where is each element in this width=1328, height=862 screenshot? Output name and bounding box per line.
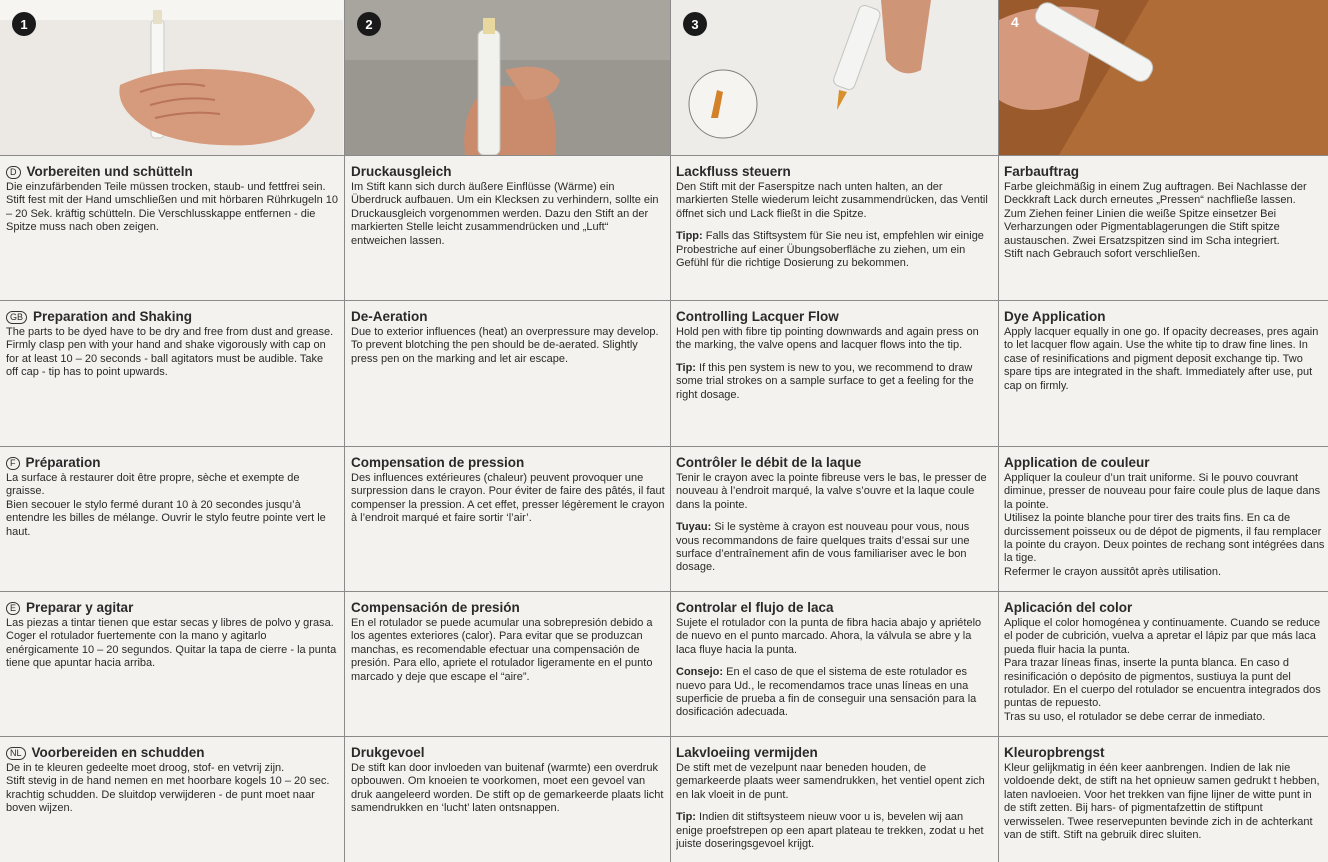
cell-e-step-3 <box>676 600 992 734</box>
cell-body: The parts to be dyed have to be dry and free from dust and grease. Firmly clasp pen with your hand and shake vigorously with cap on for at least 10 – 20 seconds - ball agitators must be audible. Take off cap - tip has to point upwards. <box>6 326 334 379</box>
cell-title: Preparation and Shaking <box>33 309 193 324</box>
cell-f-step-4 <box>1004 455 1326 589</box>
language-badge: NL <box>6 747 26 760</box>
language-badge: GB <box>6 311 27 324</box>
cell-title: Kleuropbrengst <box>1004 745 1105 760</box>
cell-body: Des influences extérieures (chaleur) peuvent provoquer une surpression dans le crayon. Pour éviter de faire des pâtés, il faut compenser la pression. A cet effet, presser légèrement le crayon à l’endroit marqué et faire sortir ‘l’air’. <box>351 472 665 525</box>
cell-de-step-1 <box>6 164 338 298</box>
cell-body: Hold pen with fibre tip pointing downwards and again press on the marking, the valve opens and lacquer flows into the tip. <box>676 326 979 352</box>
press-pen-image <box>345 0 670 155</box>
step-2-photo <box>345 0 670 155</box>
row-divider <box>0 591 1328 592</box>
tip-text: Si le système à crayon est nouveau pour vous, nous vous recommandons de faire quelques traits d’essai sur une surface d’entraînement afin de vous familiariser avec le bon dosage. <box>676 521 970 574</box>
cell-title: Dye Application <box>1004 309 1106 324</box>
cell-body: Kleur gelijkmatig in één keer aanbrengen. Indien de lak nie voldoende dekt, de stift na het opnieuw samen gedrukt t hebben, laten navloeien. Voor het trekken van fijne lijner de witte punt in de stift zetten. Bij hars- of pigmentafzettin de stiftpunt verwisselen. Twee reservepunten bevinde zich in de achterkant van de stift. Stift na gebruik direc sluiten. <box>1004 762 1320 842</box>
cell-de-step-3 <box>676 164 992 298</box>
cell-e-step-2 <box>351 600 665 734</box>
step-number: 2 <box>357 12 381 36</box>
shake-pen-image <box>0 0 343 155</box>
language-badge: F <box>6 457 20 470</box>
cell-title: Vorbereiten und schütteln <box>26 164 193 179</box>
cell-title: Lakvloeiing vermijden <box>676 745 818 760</box>
cell-f-step-1 <box>6 455 338 589</box>
row-divider <box>0 446 1328 447</box>
step-4-photo <box>999 0 1328 155</box>
cell-title: Drukgevoel <box>351 745 425 760</box>
step-1-photo <box>0 0 343 155</box>
cell-de-step-2 <box>351 164 665 298</box>
cell-title: Controlar el flujo de laca <box>676 600 834 615</box>
cell-f-step-3 <box>676 455 992 589</box>
cell-body: Due to exterior influences (heat) an overpressure may develop. To prevent blotching the pen should be de-aerated. Slightly press pen on the marking and let air escape. <box>351 326 659 365</box>
cell-title: Aplicación del color <box>1004 600 1133 615</box>
cell-body: Appliquer la couleur d’un trait uniforme. Si le pouvo couvrant diminue, presser de nouveau pour faire coule plus de laque dans la pointe. Utilisez la pointe blanche pour tirer des traits fins. En ca de durcissement poisseux ou de dépot de pigments, il fau remplacer la pointe du crayon. Deux pointes de rechang sont intégrées dans la tige. Refermer le crayon aussitôt après utilisation. <box>1004 472 1325 578</box>
cell-title: Lackfluss steuern <box>676 164 791 179</box>
cell-e-step-4 <box>1004 600 1326 734</box>
step-number: 3 <box>683 12 707 36</box>
cell-body: Las piezas a tintar tienen que estar secas y libres de polvo y grasa. Coger el rotulador fuertemente con la mano y agitarlo enérgicamente 10 – 20 segundos. Quitar la tapa de cierre - la punta tiene que apuntar hacia arriba. <box>6 617 337 670</box>
cell-de-step-4 <box>1004 164 1326 298</box>
tip-label: Tuyau: <box>676 521 712 534</box>
cell-e-step-1 <box>6 600 338 734</box>
cell-f-step-2 <box>351 455 665 589</box>
cell-body: De stift kan door invloeden van buitenaf (warmte) een overdruk opbouwen. Om knoeien te voorkomen, moet een gevoel van druk aangeleerd worden. De stift op de gemarkeerde plaats licht samendrukken en ‘lucht’ laten ontsnappen. <box>351 762 664 815</box>
cell-nl-step-2 <box>351 745 665 861</box>
cell-body: Apply lacquer equally in one go. If opacity decreases, pres again to let lacquer flow again. Use the white tip to draw fine lines. In case of resinifications and pigment deposit exchange tip. Two spare tips are integrated in the shaft. Immediately after use, put cap on firmly. <box>1004 326 1319 392</box>
cell-body: Aplique el color homogénea y continuamente. Cuando se reduce el poder de cubrición, vuelva a apretar el lápiz par que más laca pueda fluir hacia la punta. Para trazar líneas finas, inserte la punta blanca. En caso d resinificación o depósito de pigmentos, sustiuya la punt del rotulador. En el cuerpo del rotulador se encuentra integrados dos puntas de repuesto. Tras su uso, el rotulador se debe cerrar de inmediato. <box>1004 617 1321 723</box>
cell-gb-step-1 <box>6 309 338 443</box>
cell-title: Préparation <box>25 455 101 470</box>
cell-nl-step-3 <box>676 745 992 861</box>
cell-body: Im Stift kann sich durch äußere Einflüsse (Wärme) ein Überdruck aufbauen. Um ein Klecksen zu verhindern, sollte ein Druckausgleich vorgenommen werden. Dazu den Stift an der markierten Stelle leicht zusammendrücken und „Luft“ entweichen lassen. <box>351 181 659 247</box>
step-number: 4 <box>1011 14 1019 30</box>
tip-label: Consejo: <box>676 666 724 679</box>
cell-gb-step-4 <box>1004 309 1326 443</box>
cell-body: En el rotulador se puede acumular una sobrepresión debido a los agentes exteriores (calor). Para evitar que se produzcan manchas, es recomendable efectuar una compensación de presión. Para ello, apriete el rotulador ligeramente en el punto marcado y deje que escape el “aire”. <box>351 617 653 683</box>
lacquer-flow-image <box>671 0 998 155</box>
cell-title: Controlling Lacquer Flow <box>676 309 839 324</box>
tip-label: Tip: <box>676 811 696 824</box>
cell-title: Voorbereiden en schudden <box>31 745 205 760</box>
tip-label: Tip: <box>676 361 696 374</box>
cell-title: De-Aeration <box>351 309 428 324</box>
cell-body: Den Stift mit der Faserspitze nach unten halten, an der markierten Stelle wiederum leicht zusammendrücken, das Ventil öffnet sich und Lack fließt in die Spitze. <box>676 181 988 220</box>
row-divider <box>0 736 1328 737</box>
tip-text: If this pen system is new to you, we recommend to draw some trial strokes on a sample surface to get a feeling for the right dosage. <box>676 361 974 401</box>
language-badge: E <box>6 602 20 615</box>
dye-application-image <box>999 0 1328 155</box>
cell-body: Farbe gleichmäßig in einem Zug auftragen. Bei Nachlasse der Deckkraft Lack durch erneutes „Pressen“ nachfließe lassen. Zum Ziehen feiner Linien die weiße Spitze einsetzer Bei Verharzungen oder Pigmentablagerungen die Stift spitze austauschen. Zwei Ersatzspitzen sind im Scha integriert. Stift nach Gebrauch sofort verschließen. <box>1004 181 1307 261</box>
step-number: 1 <box>12 12 36 36</box>
tip-text: En el caso de que el sistema de este rotulador es nuevo para Ud., le recomendamos trace unas líneas en una superficie de prueba a fin de conseguir una sensación para la dosificación adecuada. <box>676 666 977 719</box>
cell-body: Tenir le crayon avec la pointe fibreuse vers le bas, le presser de nouveau à l’endroit marqué, la valve s’ouvre et la laque coule dans la pointe. <box>676 472 987 511</box>
language-badge: D <box>6 166 21 179</box>
cell-body: Die einzufärbenden Teile müssen trocken, staub- und fettfrei sein. Stift fest mit der Hand umschließen und mit hörbaren Rührkugeln 10 – 20 Sek. kräftig schütteln. Die Verschlusskappe entfernen - die Spitze muss nach oben zeigen. <box>6 181 338 234</box>
tip-label: Tipp: <box>676 230 703 243</box>
cell-nl-step-4 <box>1004 745 1326 861</box>
cell-title: Application de couleur <box>1004 455 1150 470</box>
cell-title: Farbauftrag <box>1004 164 1080 179</box>
row-divider <box>0 300 1328 301</box>
step-3-photo <box>671 0 998 155</box>
cell-body: Sujete el rotulador con la punta de fibra hacia abajo y apriételo de nuevo en el punto marcado. Ahora, la válvula se abre y la laca fluye hacia la punta. <box>676 617 982 656</box>
row-divider <box>0 155 1328 156</box>
cell-body: La surface à restaurer doit être propre, sèche et exempte de graisse. Bien secouer le stylo fermé durant 10 à 20 secondes jusqu’à entendre les billes de mélange. Ouvrir le stylo feutre pointe vert le haut. <box>6 472 326 538</box>
cell-nl-step-1 <box>6 745 338 861</box>
tip-text: Falls das Stiftsystem für Sie neu ist, empfehlen wir einige Probestriche auf einer Übungsoberfläche zu ziehen, um ein Gefühl für die richtige Dosierung zu bekommen. <box>676 230 984 270</box>
cell-title: Compensación de presión <box>351 600 520 615</box>
cell-body: De stift met de vezelpunt naar beneden houden, de gemarkeerde plaats weer samendrukken, het ventiel opent zich en lak vloeit in de punt. <box>676 762 985 801</box>
tip-text: Indien dit stiftsysteem nieuw voor u is, bevelen wij aan enige proefstrepen op een apart plateau te trekken, zodat u het juiste doseringsgevoel krijgt. <box>676 811 984 851</box>
cell-gb-step-2 <box>351 309 665 443</box>
cell-gb-step-3 <box>676 309 992 443</box>
cell-title: Compensation de pression <box>351 455 525 470</box>
cell-body: De in te kleuren gedeelte moet droog, stof- en vetvrij zijn. Stift stevig in de hand nemen en met hoorbare kogels 10 – 20 sec. krachtig schudden. De sluitdop verwijderen - de punt moet naar boven wijzen. <box>6 762 330 815</box>
cell-title: Preparar y agitar <box>26 600 134 615</box>
cell-title: Contrôler le débit de la laque <box>676 455 862 470</box>
cell-title: Druckausgleich <box>351 164 452 179</box>
